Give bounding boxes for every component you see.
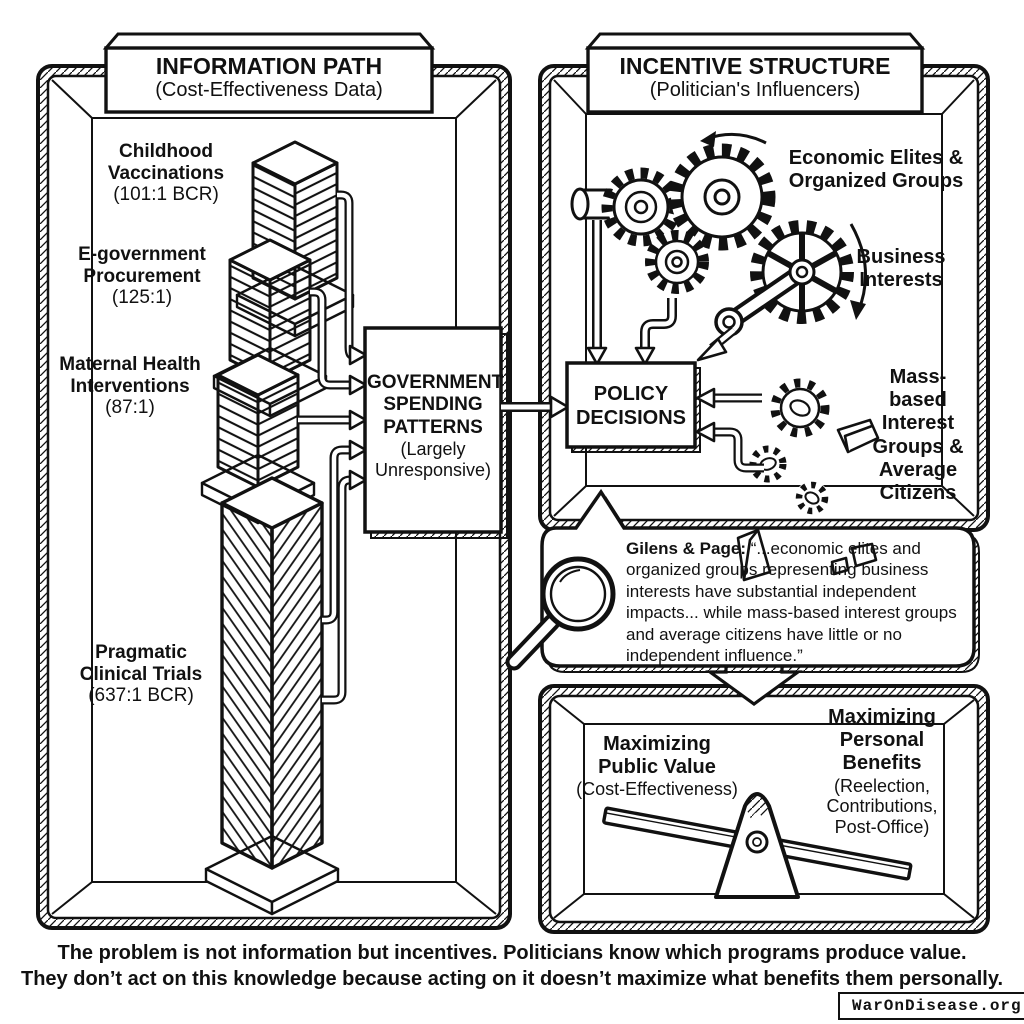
- right-panel-title: [588, 53, 922, 102]
- bottom-caption: [0, 940, 1024, 992]
- bar-pragmatic-clinical-trials: [222, 478, 322, 868]
- gear-icon: [646, 231, 708, 293]
- broken-gear-icon: [795, 481, 829, 515]
- maximizing-public-value-label: Maximizing Public Value (Cost-Effectiveness): [576, 733, 738, 799]
- label-maternal-health: Maternal Health Interventions (87:1): [59, 354, 201, 419]
- page-subtitle: (Politician's Influencers): [649, 79, 861, 102]
- caption-line-2: They don’t act on this knowledge because acting on it doesn’t maximize what benefits them personally.: [20, 968, 1004, 990]
- brand-badge: [838, 992, 1024, 1020]
- government-spending-label: GOVERNMENT SPENDING PATTERNS (Largely Unresponsive): [367, 372, 504, 481]
- left-panel-title: [106, 53, 432, 102]
- brand-text: WarOnDisease.org: [852, 997, 1022, 1015]
- label-pragmatic-trials: Pragmatic Clinical Trials (637:1 BCR): [79, 642, 203, 707]
- bar-maternal-health: [218, 355, 298, 487]
- page-title: INCENTIVE STRUCTURE: [619, 53, 891, 79]
- caption-line-1: The problem is not information but incentives. Politicians know which programs produce value.: [57, 942, 967, 964]
- page-subtitle: (Cost-Effectiveness Data): [155, 79, 383, 102]
- quote-text: “...economic elites and organized groups representing business interests have substantial independent impacts... while mass-based interest groups and average citizens have little or no independent influence.”: [626, 539, 957, 666]
- broken-gear-icon: [771, 379, 829, 437]
- policy-decisions-label: POLICY DECISIONS: [575, 383, 687, 430]
- quote-attribution: Gilens & Page:: [626, 539, 746, 558]
- label-childhood-vaccinations: Childhood Vaccinations (101:1 BCR): [107, 141, 225, 206]
- gilens-page-quote: [626, 538, 970, 666]
- page-title: INFORMATION PATH: [155, 53, 383, 79]
- bar-egovernment-procurement: [230, 240, 310, 380]
- mass-based-label: Mass- based Interest Groups & Average Citizens: [872, 366, 964, 504]
- maximizing-personal-benefits-label: Maximizing Personal Benefits (Reelection, Contributions, Post-Office): [826, 706, 938, 838]
- economic-elites-label: Economic Elites & Organized Groups: [788, 147, 964, 192]
- label-egovernment: E-government Procurement (125:1): [78, 244, 206, 309]
- business-interests-label: Business Interests: [856, 246, 946, 291]
